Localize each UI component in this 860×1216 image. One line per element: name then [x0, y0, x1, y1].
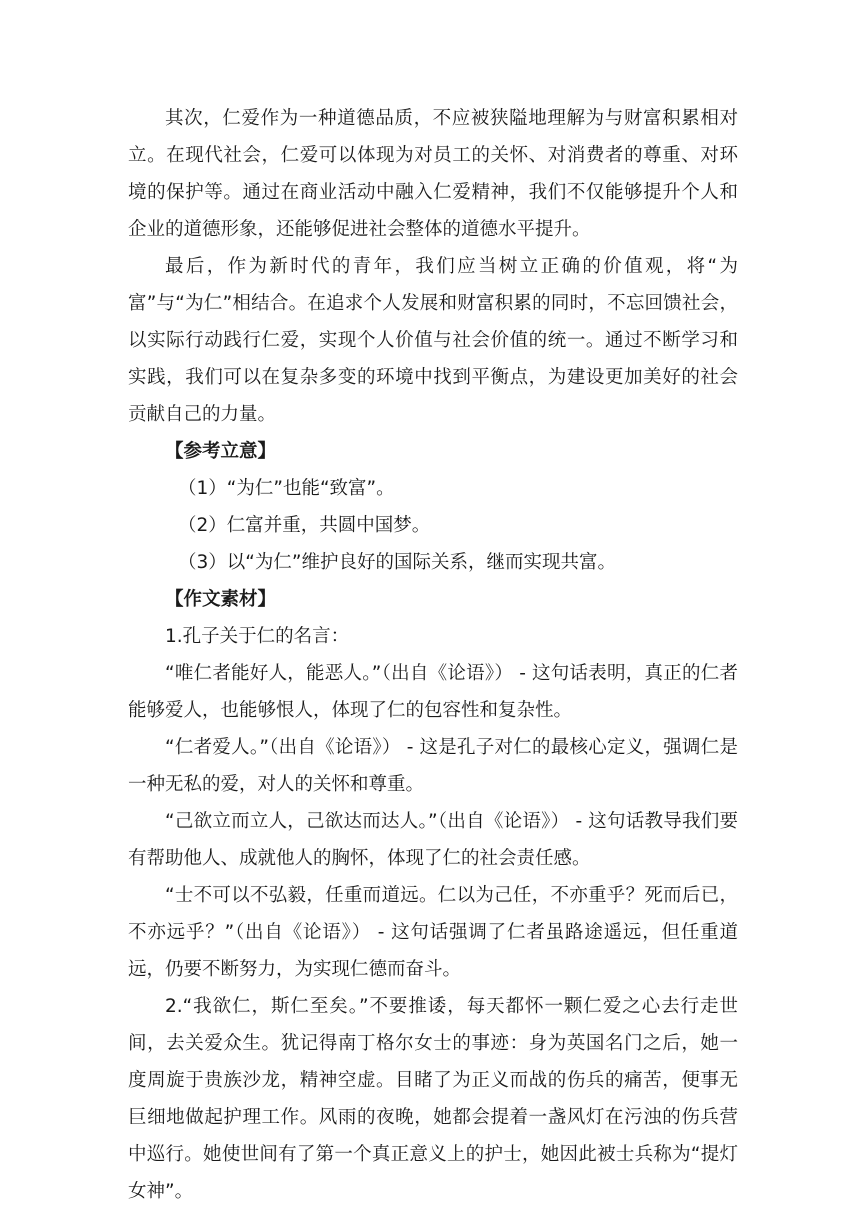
reference-heading: 【参考立意】: [165, 441, 277, 462]
reference-item: （3）以“为仁”维护良好的国际关系，继而实现共富。: [178, 552, 616, 573]
paragraph-youth-values: 最后，作为新时代的青年，我们应当树立正确的价值观，将“为富”与“为仁”相结合。在追求个人发展和财富积累的同时，不忘回馈社会，以实际行动践行仁爱，实现个人价值与社会价值的统一。通过不断学习和实践，我们可以在复杂多变的环境中找到平衡点，为建设更加美好的社会贡献自己的力量。: [128, 256, 738, 425]
confucius-quote: “士不可以不弘毅，任重而道远。仁以为己任，不亦重乎？死而后已，不亦远乎？”（出自《论语》） - 这句话强调了仁者虽路途遥远，但任重道远，仍要不断努力，为实现仁德而奋斗。: [128, 885, 738, 980]
material-heading: 【作文素材】: [165, 589, 277, 610]
confucius-quote: “仁者爱人。”（出自《论语》） - 这是孔子对仁的最核心定义，强调仁是一种无私的爱，对人的关怀和尊重。: [128, 737, 738, 795]
material-subheading: 1.孔子关于仁的名言：: [165, 626, 350, 647]
confucius-quote: “唯仁者能好人，能恶人。”（出自《论语》） - 这句话表明，真正的仁者能够爱人，也能够恨人，体现了仁的包容性和复杂性。: [128, 663, 738, 721]
reference-item: （1）“为仁”也能“致富”。: [178, 478, 395, 499]
confucius-quote: “己欲立而立人，己欲达而达人。”（出自《论语》） - 这句话教导我们要有帮助他人、成就他人的胸怀，体现了仁的社会责任感。: [128, 811, 738, 869]
reference-item: （2）仁富并重，共圆中国梦。: [178, 515, 431, 536]
paragraph-benevolence-virtue: 其次，仁爱作为一种道德品质，不应被狭隘地理解为与财富积累相对立。在现代社会，仁爱可以体现为对员工的关怀、对消费者的尊重、对环境的保护等。通过在商业活动中融入仁爱精神，我们不仅能够提升个人和企业的道德形象，还能够促进社会整体的道德水平提升。: [128, 108, 738, 240]
paragraph-nightingale-story: 2.“我欲仁，斯仁至矣。”不要推诿，每天都怀一颗仁爱之心去行走世间，去关爱众生。犹记得南丁格尔女士的事迹：身为英国名门之后，她一度周旋于贵族沙龙，精神空虚。目睹了为正义而战的伤兵的痛苦，便事无巨细地做起护理工作。风雨的夜晚，她都会提着一盏风灯在污浊的伤兵营中巡行。她使世间有了第一个真正意义上的护士，她因此被士兵称为“提灯女神”。: [128, 996, 738, 1202]
document-page: [128, 100, 738, 1210]
